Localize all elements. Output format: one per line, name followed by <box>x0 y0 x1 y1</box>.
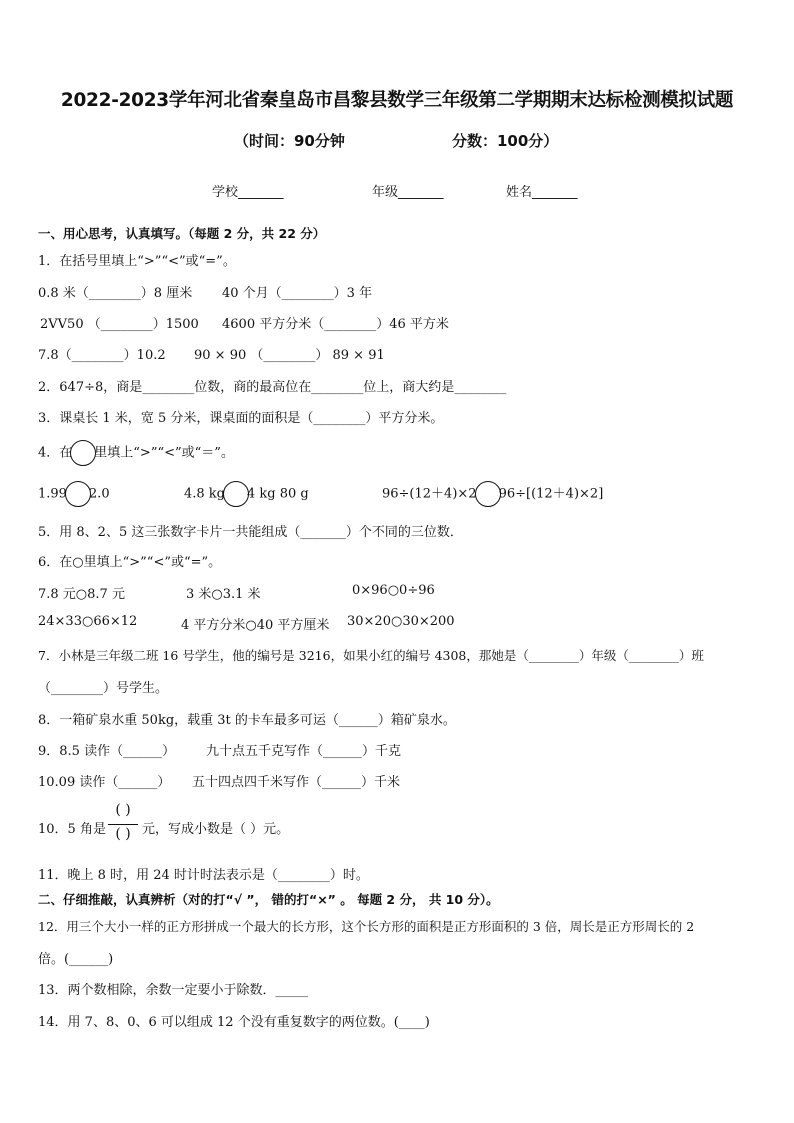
q1-item: 0.8 米（________）8 厘米 <box>38 286 193 301</box>
fraction-blank <box>106 802 140 846</box>
question-3: 3．课桌长 1 米，宽 5 分米，课桌面的面积是（________）平方分米。 <box>38 411 444 426</box>
q1-item: 4600 平方分米（________）46 平方米 <box>222 317 449 332</box>
question-13: 13．两个数相除，余数一定要小于除数．_____ <box>38 983 309 998</box>
question-7-continued: （________）号学生。 <box>38 681 169 696</box>
q4-a-right: 2.0 <box>88 486 110 502</box>
q4-a-left: 1.99 <box>38 486 67 502</box>
question-10-suffix: 元，写成小数是（ ）元。 <box>142 822 290 837</box>
comparison-circle <box>65 481 91 507</box>
q9-item: 九十点五千克写作（______）千克 <box>206 744 402 759</box>
q4-c-right: 96÷[(12＋4)×2] <box>498 486 604 502</box>
q1-item: 7.8（________）10.2 <box>38 348 166 363</box>
score-label: 分数：100分） <box>452 132 559 150</box>
q9-item: 10.09 读作（______） <box>38 775 171 790</box>
page-title: 2022-2023学年河北省秦皇岛市昌黎县数学三年级第二学期期末达标检测模拟试题 <box>60 90 734 111</box>
q6-item: 24×33○66×12 <box>38 614 138 629</box>
section-one-heading: 一、用心思考，认真填写。（每题 2 分，共 22 分） <box>38 226 326 241</box>
question-7: 7．小林是三年级二班 16 号学生，他的编号是 3216，如果小红的编号 4308，那她是（________）年级（________）班 <box>38 648 704 663</box>
grade-field: 年级_______ <box>372 185 444 200</box>
q6-item: 4 平方分米○40 平方厘米 <box>181 618 330 633</box>
q6-item: 30×20○30×200 <box>347 614 455 629</box>
question-12: 12．用三个大小一样的正方形拼成一个最大的长方形，这个长方形的面积是正方形面积的 3 倍，周长是正方形周长的 2 <box>38 919 695 934</box>
q1-item: 40 个月（________）3 年 <box>222 286 373 301</box>
question-1: 1．在括号里填上“>”“<”或“=”。 <box>38 254 236 269</box>
question-10: 10．5 角是 <box>38 822 106 837</box>
q9-item: 五十四点四千米写作（______）千米 <box>192 775 401 790</box>
question-11: 11．晚上 8 时，用 24 时计时法表示是（________）时。 <box>38 868 369 883</box>
question-4 <box>38 440 234 466</box>
comparison-circle <box>223 481 249 507</box>
comparison-circle <box>475 481 501 507</box>
question-2: 2．647÷8，商是________位数，商的最高位在________位上，商大约是________ <box>38 380 507 395</box>
question-5: 5．用 8、2、5 这三张数字卡片一共能组成（_______）个不同的三位数． <box>38 525 463 540</box>
time-label: （时间：90分钟 <box>234 132 345 150</box>
fraction-bar <box>108 824 138 825</box>
q4-b-right: 4 kg 80 g <box>247 486 309 502</box>
school-field: 学校_______ <box>212 185 284 200</box>
q4-c-left: 96÷(12＋4)×2 <box>382 486 477 502</box>
q4-item-a <box>38 481 110 507</box>
q4-prefix: 4．在 <box>38 445 73 461</box>
q4-item-b <box>184 481 309 507</box>
section-two-heading: 二、仔细推敲，认真辨析（对的打“√ ”， 错的打“×” 。 每题 2 分， 共 10 分）。 <box>38 892 499 907</box>
q4-b-left: 4.8 kg <box>184 486 226 502</box>
name-field: 姓名_______ <box>506 185 578 200</box>
question-12-continued: 倍。(______) <box>38 952 114 967</box>
q6-item: 0×96○0÷96 <box>352 583 435 598</box>
q1-item: 2VV50 （________）1500 <box>40 317 199 332</box>
q4-item-c <box>382 481 603 507</box>
comparison-circle <box>70 440 96 466</box>
fraction-numerator: ( ) <box>115 802 131 818</box>
question-8: 8．一箱矿泉水重 50kg，载重 3t 的卡车最多可运（______）箱矿泉水。 <box>38 713 456 728</box>
q9-item: 9．8.5 读作（______） <box>38 744 176 759</box>
q6-item: 7.8 元○8.7 元 <box>38 587 125 602</box>
question-14: 14．用 7、8、0、6 可以组成 12 个没有重复数字的两位数。(____) <box>38 1015 430 1030</box>
question-6: 6．在○里填上“>”“<”或“=”。 <box>38 555 222 570</box>
fraction-denominator: ( ) <box>115 826 131 842</box>
q4-suffix: 里填上“>”“<”或“＝”。 <box>94 445 234 461</box>
q1-item: 90 × 90 （________） 89 × 91 <box>194 348 385 363</box>
q6-item: 3 米○3.1 米 <box>186 587 261 602</box>
